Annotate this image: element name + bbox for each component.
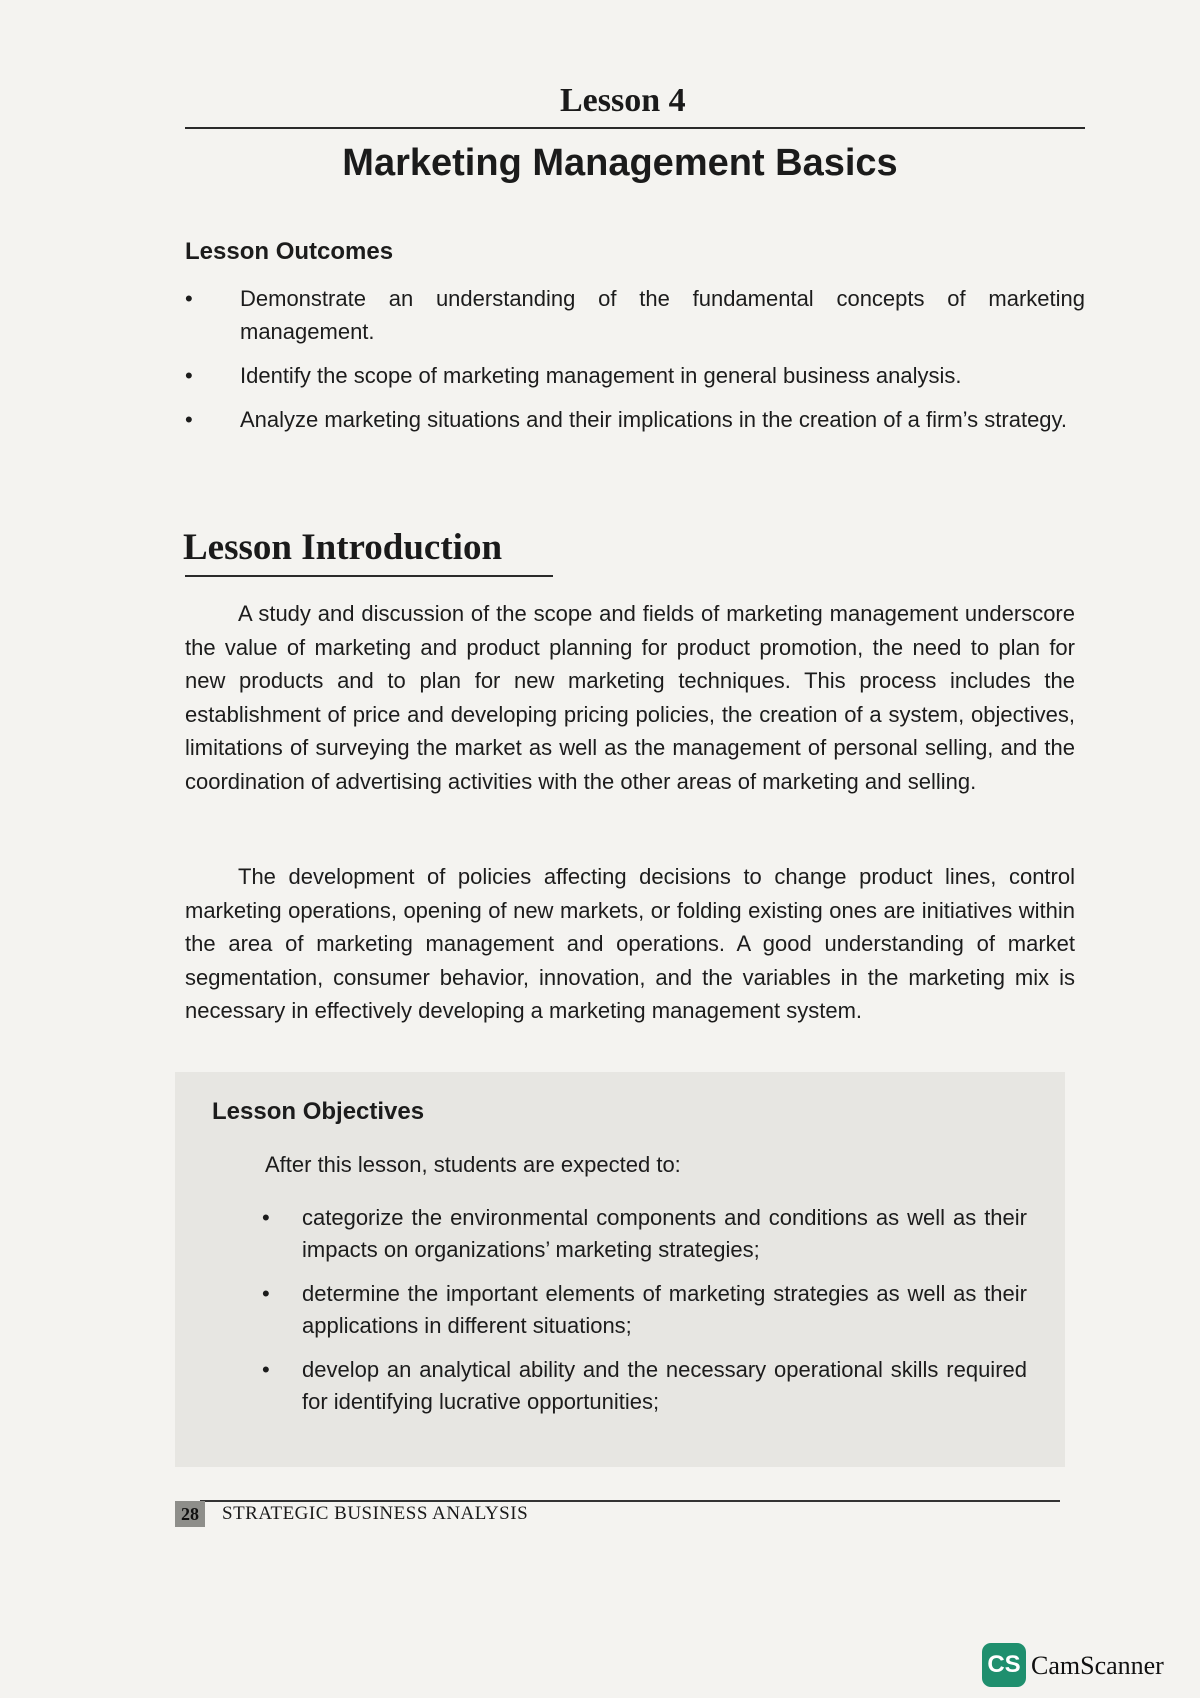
bullet-icon: • — [185, 286, 193, 311]
book-title: STRATEGIC BUSINESS ANALYSIS — [222, 1503, 529, 1524]
list-item — [262, 1354, 1027, 1418]
bullet-icon: • — [262, 1281, 270, 1306]
bullet-icon: • — [185, 407, 193, 432]
introduction-heading: Lesson Introduction — [183, 527, 503, 568]
list-item — [185, 403, 1085, 436]
page-number: 28 — [175, 1501, 205, 1527]
objective-text: categorize the environmental components and conditions as well as their impacts on organizations’ marketing strategies; — [302, 1205, 1027, 1262]
list-item — [262, 1202, 1027, 1266]
introduction-paragraph: The development of policies affecting decisions to change product lines, control marketing operations, opening of new markets, or folding existing ones are initiatives within the area of marketing management and operations. A good understanding of market segmentation, consumer behavior, innovation, and the variables in the marketing mix is necessary in effectively developing a marketing management system. — [185, 864, 1075, 1024]
objective-text: determine the important elements of marketing strategies as well as their applications in different situations; — [302, 1281, 1027, 1338]
bullet-icon: • — [262, 1357, 270, 1382]
bullet-icon: • — [185, 363, 193, 388]
outcomes-heading: Lesson Outcomes — [185, 238, 394, 265]
camscanner-watermark: CamScanner — [1031, 1651, 1164, 1680]
objective-text: develop an analytical ability and the necessary operational skills required for identifying lucrative opportunities; — [302, 1357, 1027, 1414]
lesson-number: Lesson 4 — [560, 82, 686, 119]
bullet-icon: • — [262, 1205, 270, 1230]
introduction-rule — [185, 575, 553, 577]
list-item — [262, 1278, 1027, 1342]
list-item — [185, 282, 1085, 348]
camscanner-logo-icon: CS — [982, 1643, 1026, 1687]
footer-rule — [200, 1500, 1060, 1502]
outcome-text: Analyze marketing situations and their implications in the creation of a firm’s strategy. — [240, 407, 1068, 432]
outcome-text: Demonstrate an understanding of the fundamental concepts of marketing management. — [240, 286, 1085, 344]
objectives-list — [262, 1202, 1027, 1430]
objectives-heading: Lesson Objectives — [212, 1098, 425, 1125]
outcome-text: Identify the scope of marketing management in general business analysis. — [240, 363, 962, 388]
outcomes-list — [185, 282, 1085, 447]
page-title: Marketing Management Basics — [342, 142, 898, 184]
list-item — [185, 359, 1085, 392]
header-rule — [185, 127, 1085, 129]
objectives-intro: After this lesson, students are expected to: — [265, 1152, 681, 1177]
introduction-paragraph: A study and discussion of the scope and fields of marketing management underscore the value of marketing and product planning for product promotion, the need to plan for new products and to plan for new marketing techniques. This process includes the establishment of price and developing pricing policies, the creation of a system, objectives, limitations of surveying the market as well as the management of personal selling, and the coordination of advertising activities with the other areas of marketing and selling. — [185, 601, 1075, 794]
